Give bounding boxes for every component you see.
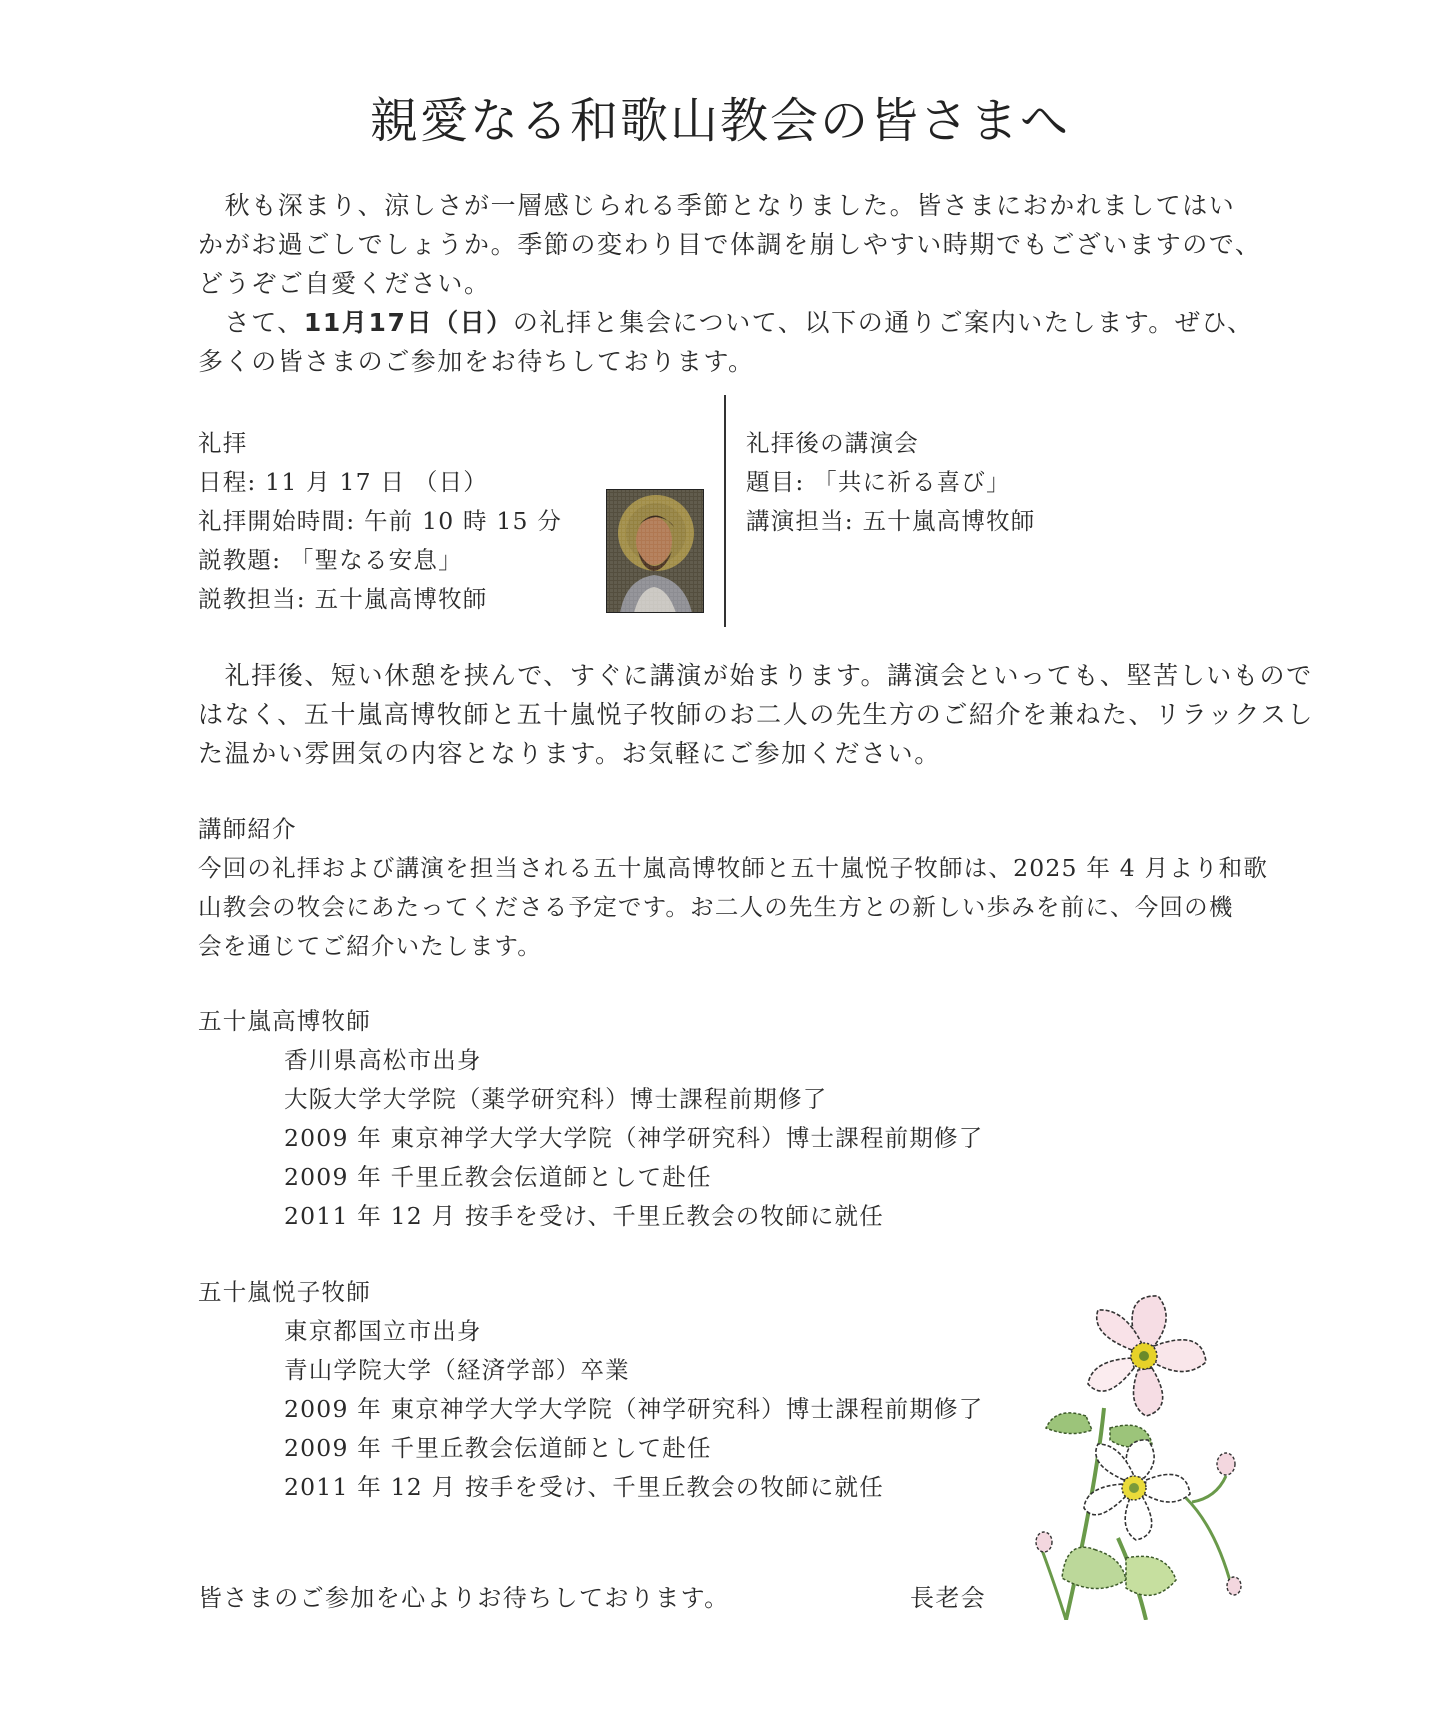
announce-date: 11月17日（日） — [303, 308, 513, 337]
history-item: 青山学院大学（経済学部）卒業 — [284, 1356, 630, 1384]
column-divider — [724, 395, 726, 627]
history-item: 2011 年 12 月 按手を受け、千里丘教会の牧師に就任 — [284, 1202, 884, 1230]
after-line: はなく、五十嵐高博牧師と五十嵐悦子牧師のお二人の先生方のご紹介を兼ねた、リラックスし — [198, 700, 1314, 729]
lecture-topic: 題目: 「共に祈る喜び」 — [746, 468, 1011, 496]
history-item: 2009 年 東京神学大学大学院（神学研究科）博士課程前期修了 — [284, 1124, 984, 1152]
announce-line-2: 多くの皆さまのご参加をお待ちしております。 — [198, 347, 755, 376]
intro-section-line: 会を通じてご紹介いたします。 — [198, 932, 542, 960]
after-worship-paragraph — [198, 656, 1314, 773]
after-line: た温かい雰囲気の内容となります。お気軽にご参加ください。 — [198, 739, 941, 768]
worship-time: 礼拝開始時間: 午前 10 時 15 分 — [198, 507, 563, 535]
letter-title: 親愛なる和歌山教会の皆さまへ — [369, 93, 1070, 149]
lecture-speaker: 講演担当: 五十嵐高博牧師 — [746, 507, 1036, 535]
announce-post: の礼拝と集会について、以下の通りご案内いたします。ぜひ、 — [512, 308, 1254, 337]
history-item: 2011 年 12 月 按手を受け、千里丘教会の牧師に就任 — [284, 1473, 884, 1501]
history-item: 大阪大学大学院（薬学研究科）博士課程前期修了 — [284, 1085, 828, 1113]
after-line: 礼拝後、短い休憩を挟んで、すぐに講演が始まります。講演会といっても、堅苦しいもので — [198, 661, 1313, 690]
announce-line — [198, 303, 1254, 342]
preacher: 説教担当: 五十嵐高博牧師 — [198, 585, 488, 613]
history-item: 香川県高松市出身 — [284, 1046, 482, 1074]
worship-date: 日程: 11 月 17 日 （日） — [198, 468, 488, 496]
history-item: 2009 年 千里丘教会伝道師として赴任 — [284, 1434, 712, 1462]
worship-heading: 礼拝 — [198, 429, 248, 457]
history-item: 東京都国立市出身 — [284, 1317, 482, 1345]
sermon-title: 説教題: 「聖なる安息」 — [198, 546, 463, 574]
intro-line: 秋も深まり、涼しさが一層感じられる季節となりました。皆さまにおかれましてはい — [198, 191, 1236, 220]
intro-section-line: 山教会の牧会にあたってくださる予定です。お二人の先生方との新しい歩みを前に、今回の機 — [198, 893, 1234, 921]
intro-line: どうぞご自愛ください。 — [198, 269, 491, 298]
announce-pre: さて、 — [198, 308, 304, 337]
lecture-details — [746, 424, 1036, 541]
intro-section-line: 今回の礼拝および講演を担当される五十嵐高博牧師と五十嵐悦子牧師は、2025 年 4 月より和歌 — [198, 854, 1269, 882]
history-item: 2009 年 千里丘教会伝道師として赴任 — [284, 1163, 712, 1191]
pastor-name: 五十嵐高博牧師 — [198, 1007, 371, 1035]
pastor-name: 五十嵐悦子牧師 — [198, 1278, 371, 1306]
history-item: 2009 年 東京神学大学大学院（神学研究科）博士課程前期修了 — [284, 1395, 984, 1423]
intro-heading: 講師紹介 — [198, 815, 297, 843]
mosaic-portrait-image — [606, 489, 704, 613]
pastor1-name — [198, 1002, 371, 1041]
worship-details — [198, 424, 562, 619]
pastor2-name — [198, 1273, 371, 1312]
pastor2-history — [198, 1312, 983, 1507]
intro-paragraph — [198, 186, 1262, 381]
closing-message: 皆さまのご参加を心よりお待ちしております。 — [198, 1584, 730, 1612]
speaker-introduction — [198, 810, 1269, 966]
intro-line: かがお過ごしでしょうか。季節の変わり目で体調を崩しやすい時期でもございますので、 — [198, 230, 1262, 259]
pastor1-history — [198, 1041, 983, 1236]
anemone-flower-illustration — [1026, 1288, 1266, 1620]
lecture-heading: 礼拝後の講演会 — [746, 429, 919, 457]
signer: 長老会 — [910, 1584, 987, 1612]
